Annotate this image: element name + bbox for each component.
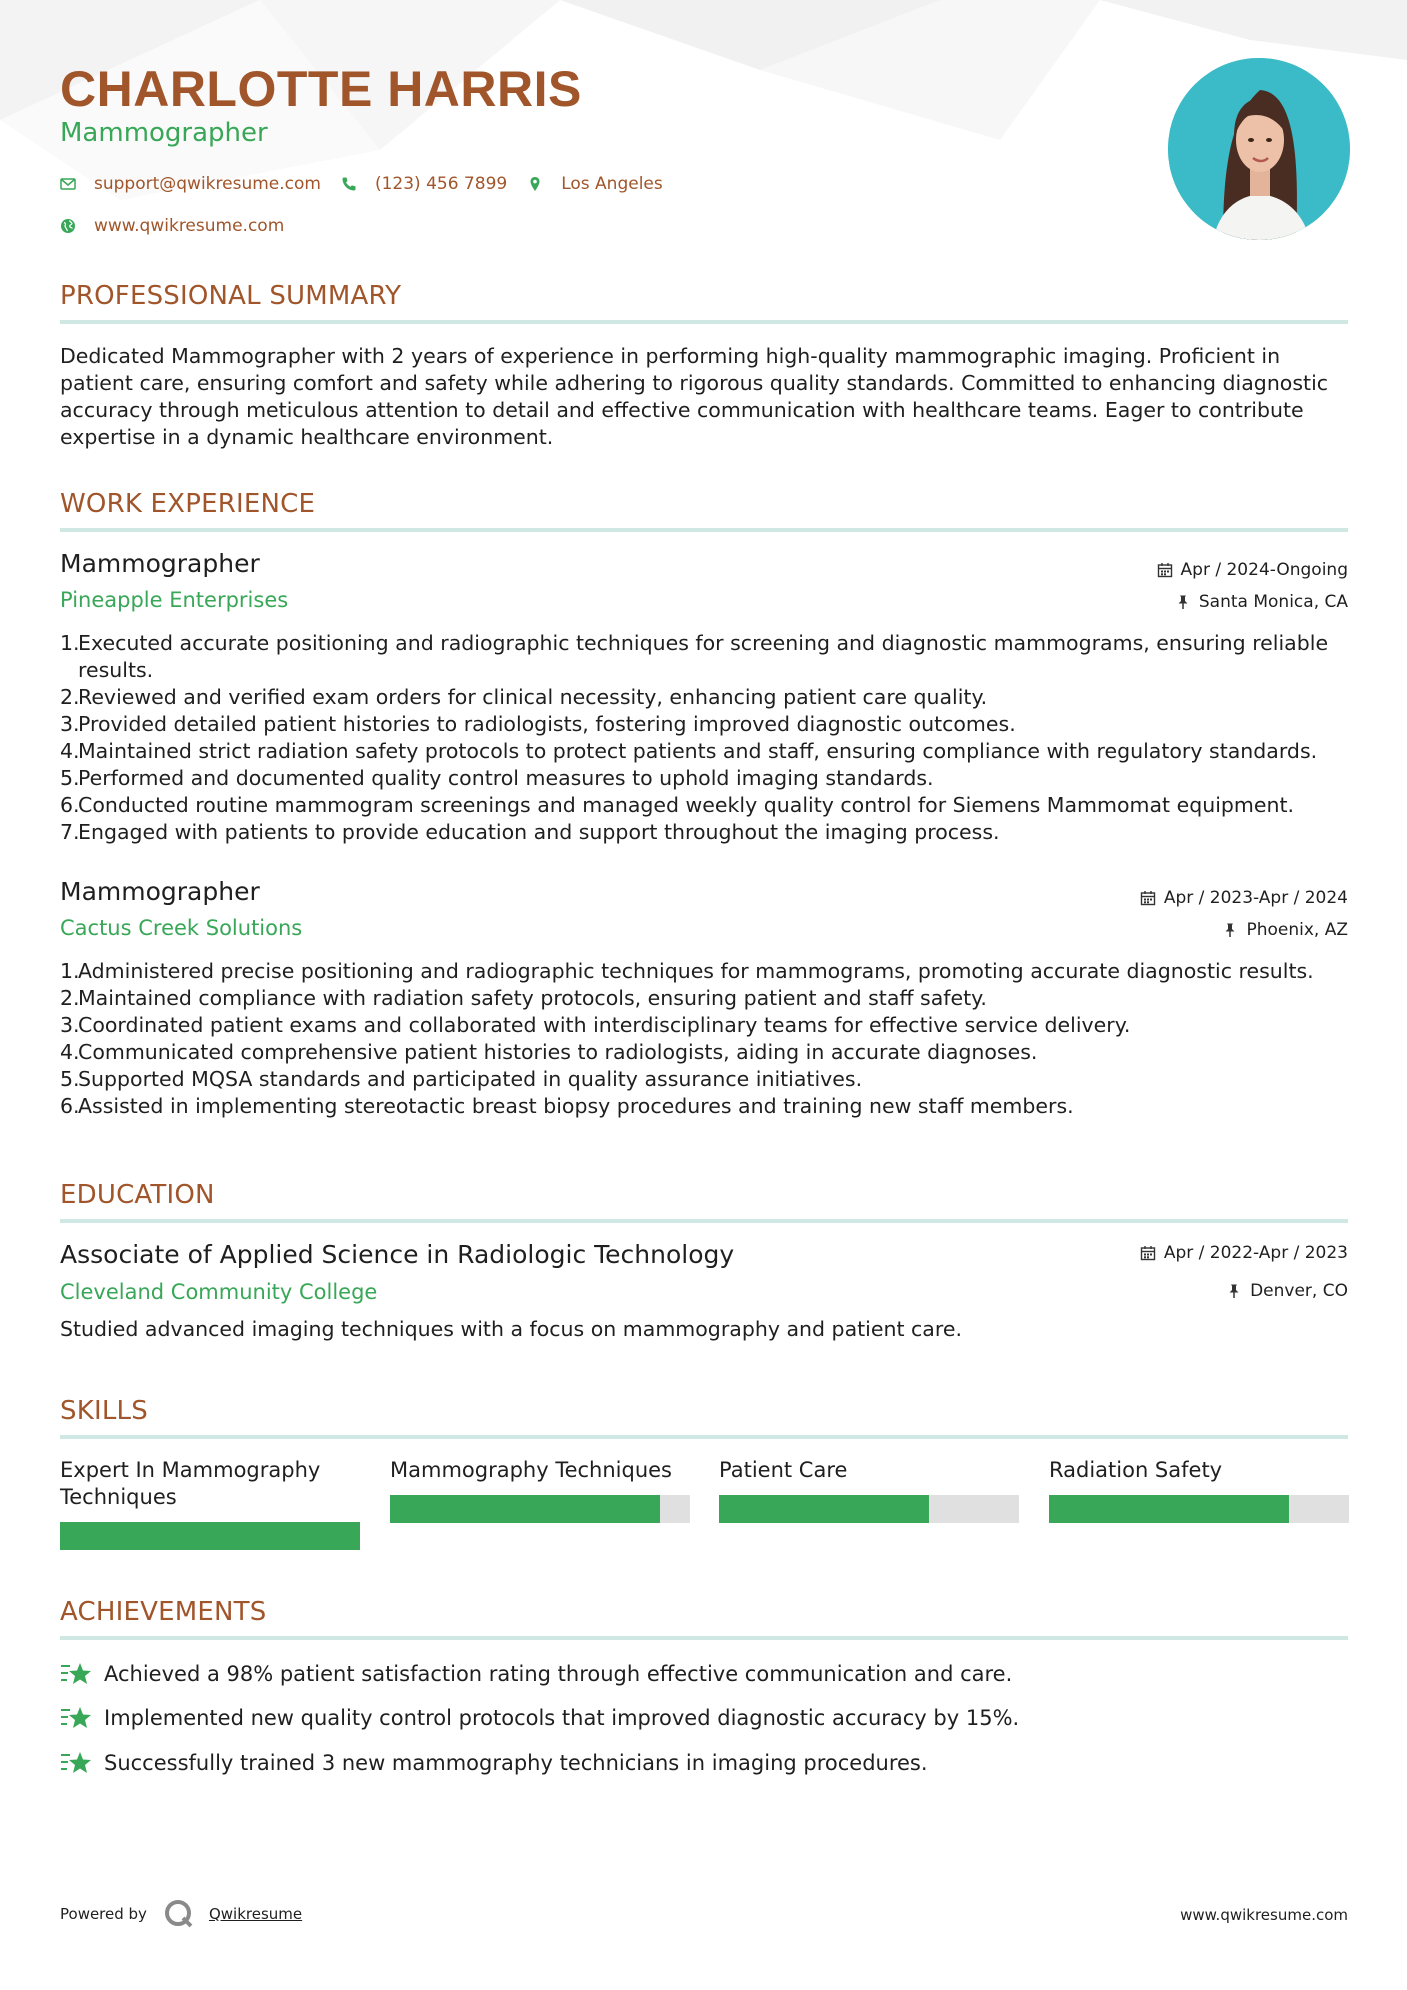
list-item: 3. Coordinated patient exams and collaborated with interdisciplinary teams for effective service delivery. [60,1013,1131,1037]
candidate-role: Mammographer [60,118,268,148]
skill-label: Patient Care [719,1458,848,1482]
skills-heading: SKILLS [60,1396,148,1426]
education-description: Studied advanced imaging techniques with a focus on mammography and patient care. [60,1317,962,1341]
summary-text: Dedicated Mammographer with 2 years of experience in performing high-quality mammographic imaging. Proficient in patient care, ensuring comfort and safety while adhering to rigorous quality standards. Committed to enhancing diagnostic accuracy through meticulous attention to detail and effective communication with healthcare teams. Eager to contribute expertise in a dynamic healthcare environment. [60,344,1329,449]
list-item: 1. Administered precise positioning and radiographic techniques for mammograms, promoting accurate diagnostic results. [60,959,1314,983]
skill-bar-fill [390,1495,660,1523]
email-item[interactable] [60,174,321,194]
footer-powered-by [60,1898,302,1930]
map-pin-icon [527,176,543,192]
education-location [1226,1281,1348,1301]
skills-divider [60,1435,1348,1439]
summary-heading: PROFESSIONAL SUMMARY [60,281,402,311]
job-location [1222,920,1348,940]
skill-bar-fill [719,1495,929,1523]
list-item: 7. Engaged with patients to provide education and support throughout the imaging process. [60,820,1000,844]
list-item: 5. Supported MQSA standards and participated in quality assurance initiatives. [60,1067,863,1091]
summary-divider [60,320,1348,324]
qwikresume-logo-icon [163,1898,195,1930]
skill-label: Radiation Safety [1049,1458,1223,1482]
job-title: Mammographer [60,549,260,578]
skill-bar-fill [60,1522,360,1550]
website-item[interactable] [60,216,284,236]
experience-divider [60,528,1348,532]
job-location-text: Phoenix, AZ [1246,920,1348,940]
contact-row [60,174,683,194]
skill-item [390,1457,690,1484]
email-text[interactable]: support@qwikresume.com [94,174,321,194]
website-row [60,216,304,236]
pushpin-icon [1222,922,1238,938]
pushpin-icon [1226,1283,1242,1299]
education-degree: Associate of Applied Science in Radiologic Technology [60,1240,735,1269]
skill-item [719,1457,1019,1484]
star-list-icon [60,1749,94,1777]
job-dates-text: Apr / 2023-Apr / 2024 [1163,888,1348,908]
achievement-text: Successfully trained 3 new mammography technicians in imaging procedures. [104,1751,928,1775]
skill-bar [1049,1495,1349,1523]
education-location-text: Denver, CO [1250,1281,1348,1301]
location-text: Los Angeles [561,174,663,194]
phone-icon [341,176,357,192]
job-company: Cactus Creek Solutions [60,916,303,940]
job-bullets [60,630,1348,846]
candidate-name: CHARLOTTE HARRIS [60,61,582,117]
qwikresume-link[interactable]: Qwikresume [208,1905,303,1923]
job-title: Mammographer [60,877,260,906]
achievement-item [60,1749,928,1777]
calendar-icon [1140,890,1156,906]
skill-item [60,1457,360,1511]
phone-item[interactable] [341,174,507,194]
education-heading: EDUCATION [60,1180,215,1210]
globe-icon [60,218,76,234]
experience-heading: WORK EXPERIENCE [60,489,316,519]
skill-label: Mammography Techniques [390,1458,673,1482]
achievement-text: Achieved a 98% patient satisfaction rating through effective communication and care. [104,1662,1013,1686]
profile-photo [1168,58,1350,240]
list-item: 6. Assisted in implementing stereotactic breast biopsy procedures and training new staff members. [60,1094,1074,1118]
education-divider [60,1219,1348,1223]
skill-bar-fill [1049,1495,1289,1523]
powered-by-text: Powered by [60,1905,147,1923]
job-company: Pineapple Enterprises [60,588,289,612]
footer-website-link[interactable]: www.qwikresume.com [1180,1906,1348,1924]
job-dates [1157,560,1348,580]
list-item: 3. Provided detailed patient histories to radiologists, fostering improved diagnostic outcomes. [60,712,1016,736]
skill-bar [390,1495,690,1523]
website-text[interactable]: www.qwikresume.com [94,216,285,236]
job-dates-text: Apr / 2024-Ongoing [1180,560,1348,580]
skill-label: Expert In Mammography Techniques [60,1458,321,1509]
education-dates [1140,1243,1348,1263]
calendar-icon [1140,1245,1156,1261]
achievements-heading: ACHIEVEMENTS [60,1597,267,1627]
phone-text[interactable]: (123) 456 7899 [374,174,508,194]
job-location-text: Santa Monica, CA [1198,592,1348,612]
pushpin-icon [1175,594,1191,610]
list-item: 4. Maintained strict radiation safety protocols to protect patients and staff, ensuring compliance with regulatory standards. [60,739,1318,763]
job-location [1175,592,1348,612]
list-item: 4. Communicated comprehensive patient histories to radiologists, aiding in accurate diagnoses. [60,1040,1038,1064]
list-item: 5. Performed and documented quality control measures to uphold imaging standards. [60,766,934,790]
job-bullets [60,958,1348,1120]
star-list-icon [60,1660,94,1688]
calendar-icon [1157,562,1173,578]
skill-bar [60,1522,360,1550]
list-item: 6. Conducted routine mammogram screenings and managed weekly quality control for Siemens Mammomat equipment. [60,793,1295,817]
list-item: 2. Reviewed and verified exam orders for clinical necessity, enhancing patient care quality. [60,685,988,709]
achievement-item [60,1704,1019,1732]
location-item [527,174,663,194]
envelope-icon [60,176,76,192]
list-item: 1. Executed accurate positioning and radiographic techniques for screening and diagnostic mammograms, ensuring reliable results. [60,631,1329,682]
achievements-divider [60,1636,1348,1640]
achievement-item [60,1660,1012,1688]
star-list-icon [60,1704,94,1732]
list-item: 2. Maintained compliance with radiation safety protocols, ensuring patient and staff safety. [60,986,987,1010]
skill-item [1049,1457,1349,1484]
education-school: Cleveland Community College [60,1280,378,1304]
education-dates-text: Apr / 2022-Apr / 2023 [1163,1243,1348,1263]
achievement-text: Implemented new quality control protocols that improved diagnostic accuracy by 15%. [104,1706,1020,1730]
job-dates [1140,888,1348,908]
skill-bar [719,1495,1019,1523]
